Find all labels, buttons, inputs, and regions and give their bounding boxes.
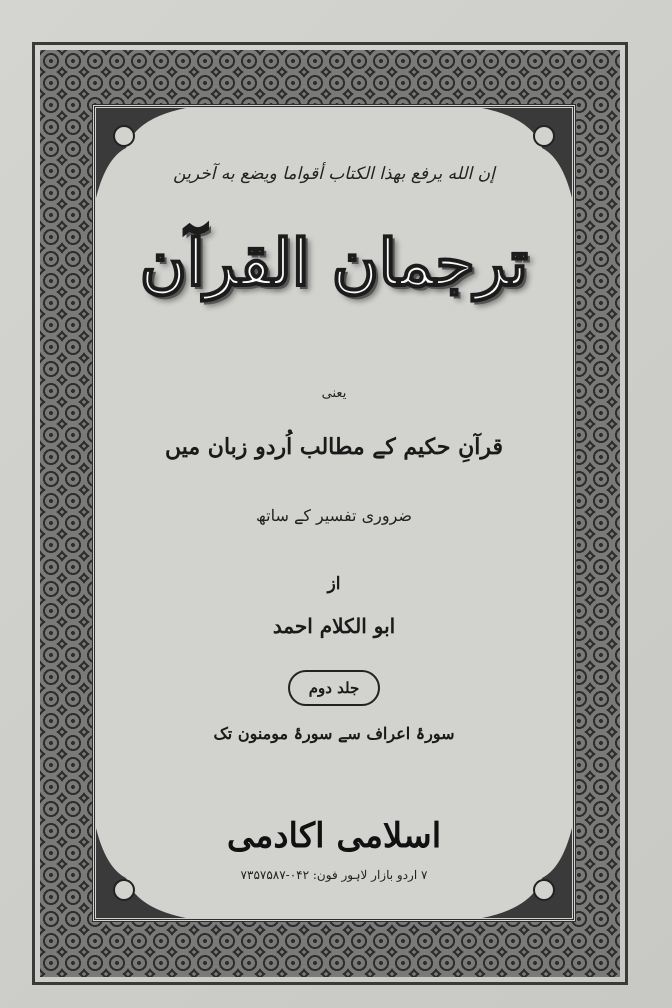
publisher-address: ۷ اردو بازار لاہور فون: ۰۴۲-۷۳۵۷۵۸۷: [240, 868, 428, 882]
book-description: ضروری تفسیر کے ساتھ: [256, 506, 412, 525]
publisher-name: اسلامی اکادمی: [226, 816, 442, 856]
book-title: ترجمان القرآن: [139, 226, 529, 301]
by-label: از: [327, 574, 341, 594]
quran-verse: إن الله يرفع بهذا الكتاب أقواما ويضع به آخرين: [173, 164, 495, 184]
subtitle-prefix: یعنی: [321, 386, 347, 401]
cover-content: [92, 104, 576, 922]
surah-range: سورۂ اعراف سے سورۂ مومنون تک: [213, 724, 455, 743]
author-name: ابو الکلام احمد: [272, 614, 396, 638]
volume-badge: جلد دوم: [288, 670, 380, 706]
book-subtitle: قرآنِ حکیم کے مطالب اُردو زبان میں: [164, 434, 504, 460]
